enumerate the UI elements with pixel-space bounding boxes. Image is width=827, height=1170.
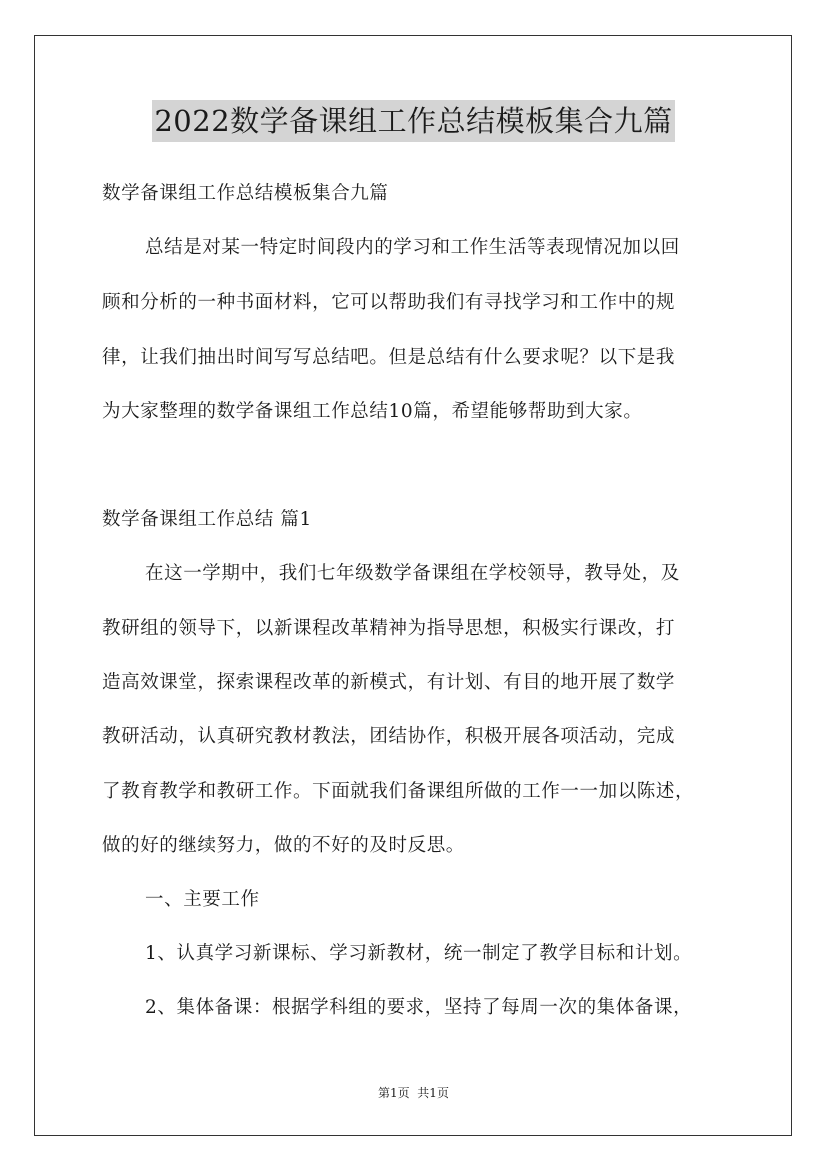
document-subtitle: 数学备课组工作总结模板集合九篇 bbox=[102, 183, 389, 204]
section-line-1: 在这一学期中，我们七年级数学备课组在学校领导，教导处，及 bbox=[145, 563, 680, 584]
intro-line-3: 律，让我们抽出时间写写总结吧。但是总结有什么要求呢？以下是我 bbox=[102, 347, 676, 368]
section-line-3: 造高效课堂，探索课程改革的新模式，有计划、有目的地开展了数学 bbox=[102, 672, 676, 693]
intro-line-4: 为大家整理的数学备课组工作总结10篇，希望能够帮助到大家。 bbox=[102, 401, 643, 422]
document-title: 2022数学备课组工作总结模板集合九篇 bbox=[152, 100, 674, 142]
title-block bbox=[0, 100, 827, 142]
item-line-1: 1、认真学习新课标、学习新教材，统一制定了教学目标和计划。 bbox=[145, 943, 693, 964]
section-line-4: 教研活动，认真研究教材教法，团结协作，积极开展各项活动，完成 bbox=[102, 726, 676, 747]
item-line-2: 2、集体备课：根据学科组的要求，坚持了每周一次的集体备课， bbox=[145, 997, 693, 1018]
page-footer: 第1页 共1页 bbox=[378, 1086, 449, 1100]
section-heading: 数学备课组工作总结 篇1 bbox=[102, 509, 312, 530]
section-line-5: 了教育教学和教研工作。下面就我们备课组所做的工作一一加以陈述， bbox=[102, 781, 695, 802]
intro-line-2: 顾和分析的一种书面材料，它可以帮助我们有寻找学习和工作中的规 bbox=[102, 292, 676, 313]
intro-line-1: 总结是对某一特定时间段内的学习和工作生活等表现情况加以回 bbox=[145, 237, 680, 258]
section-line-6: 做的好的继续努力，做的不好的及时反思。 bbox=[102, 835, 465, 856]
section-line-2: 教研组的领导下，以新课程改革精神为指导思想，积极实行课改，打 bbox=[102, 618, 676, 639]
item-heading: 一、主要工作 bbox=[145, 889, 260, 910]
